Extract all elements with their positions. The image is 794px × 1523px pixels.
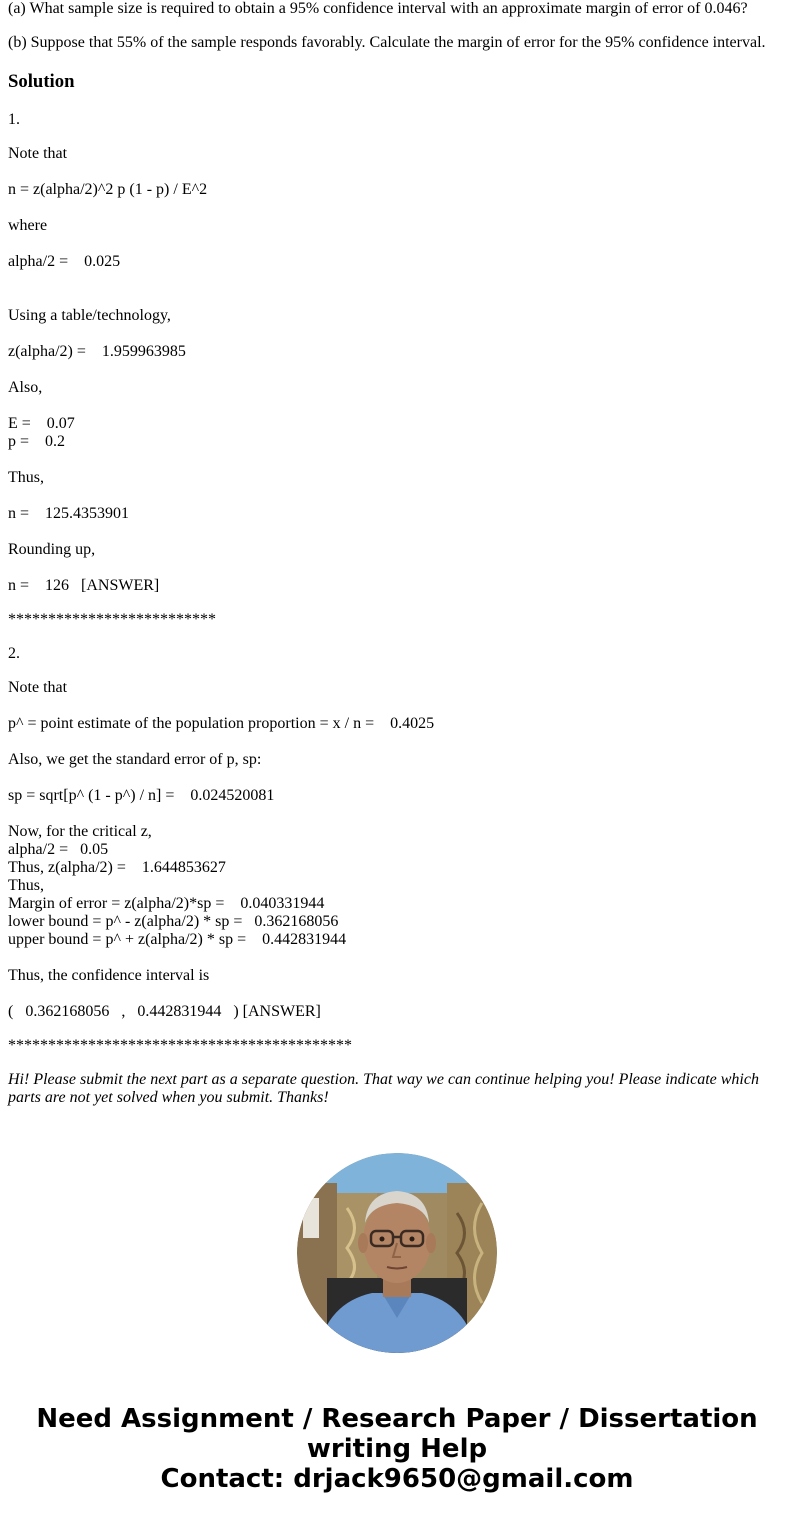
part2-p-hat: p^ = point estimate of the population proportion = x / n = 0.4025 [8,715,435,732]
part1-formula: n = z(alpha/2)^2 p (1 - p) / E^2 [8,181,208,198]
part2-alpha-half: alpha/2 = 0.05 [8,841,109,858]
part2-lower: lower bound = p^ - z(alpha/2) * sp = 0.362168056 [8,913,339,930]
footer-line-2: writing Help [306,1434,488,1464]
closing-note: Hi! Please submit the next part as a separate question. That way we can continue helping you! Please indicate which parts are not yet solved when you submit. Thanks! [8,1071,759,1106]
part2-note-that: Note that [8,679,68,696]
part1-alpha-half: alpha/2 = 0.025 [8,253,121,270]
part2-number: 2. [8,645,20,662]
part2-margin: Margin of error = z(alpha/2)*sp = 0.040331944 [8,895,325,912]
part2-ci-answer: ( 0.362168056 , 0.442831944 ) [ANSWER] [8,1003,321,1020]
footer-line-1: Need Assignment / Research Paper / Dissertation [36,1404,758,1434]
part1-thus: Thus, [8,469,44,486]
part1-n-value: n = 125.4353901 [8,505,130,522]
part2-separator: ******************************************* [8,1037,352,1054]
question-part-a: (a) What sample size is required to obtain a 95% confidence interval with an approximate margin of error of 0.046? [8,0,748,17]
footer-line-3: Contact: drjack9650@gmail.com [160,1464,634,1494]
question-part-b: (b) Suppose that 55% of the sample responds favorably. Calculate the margin of error for the 95% confidence interval. [8,34,766,51]
part2-z-value: Thus, z(alpha/2) = 1.644853627 [8,859,226,876]
part1-separator: ************************** [8,611,216,628]
part1-where: where [8,217,48,234]
part2-also-se: Also, we get the standard error of p, sp: [8,751,262,768]
part2-thus: Thus, [8,877,44,894]
author-avatar [297,1153,497,1353]
part1-p-value: p = 0.2 [8,433,66,450]
part2-now-critical: Now, for the critical z, [8,823,152,840]
part1-rounding-up: Rounding up, [8,541,96,558]
solution-title: Solution [8,71,75,92]
part2-upper: upper bound = p^ + z(alpha/2) * sp = 0.442831944 [8,931,347,948]
part1-z-value: z(alpha/2) = 1.959963985 [8,343,186,360]
part1-number: 1. [8,111,20,128]
part2-sp: sp = sqrt[p^ (1 - p^) / n] = 0.024520081 [8,787,275,804]
part1-n-answer: n = 126 [ANSWER] [8,577,160,594]
part1-note-that: Note that [8,145,68,162]
part2-ci-intro: Thus, the confidence interval is [8,967,210,984]
part1-also: Also, [8,379,43,396]
footer-contact [0,1404,794,1494]
part1-using-table: Using a table/technology, [8,307,171,324]
part1-e-value: E = 0.07 [8,415,75,432]
